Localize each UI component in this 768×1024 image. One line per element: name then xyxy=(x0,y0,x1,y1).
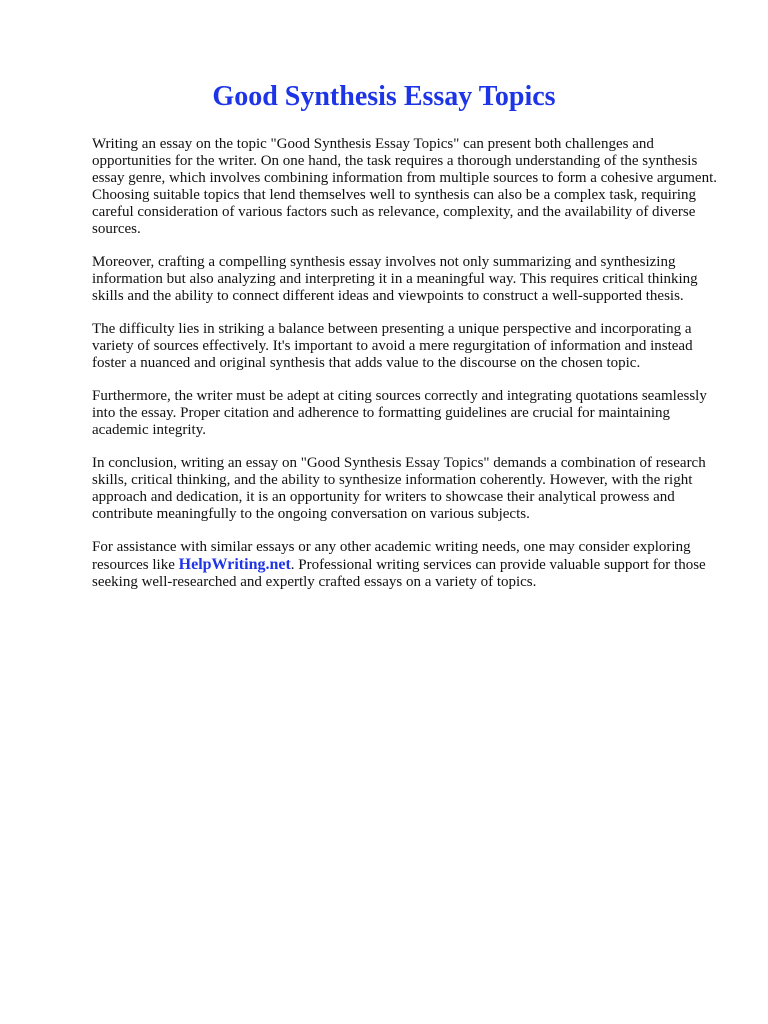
paragraph-3: The difficulty lies in striking a balance between presenting a unique perspective and incorporating a variety of sources effectively. It's important to avoid a mere regurgitation of information and instead foster a nuanced and original synthesis that adds value to the discourse on the chosen topic. xyxy=(92,321,693,371)
paragraph-4: Furthermore, the writer must be adept at citing sources correctly and integrating quotations seamlessly into the essay. Proper citation and adherence to formatting guidelines are crucial for maintaining academic integrity. xyxy=(92,388,707,438)
document-title: Good Synthesis Essay Topics xyxy=(212,81,556,112)
paragraph-2: Moreover, crafting a compelling synthesis essay involves not only summarizing and synthesizing information but also analyzing and interpreting it in a meaningful way. This requires critical thinking skills and the ability to connect different ideas and viewpoints to construct a well-supported thesis. xyxy=(92,254,698,304)
paragraph-6-text-before-link: For assistance with similar essays or any other academic writing needs, one may consider exploring resources like xyxy=(92,539,691,573)
paragraph-5: In conclusion, writing an essay on "Good Synthesis Essay Topics" demands a combination of research skills, critical thinking, and the ability to synthesize information coherently. However, with the right approach and dedication, it is an opportunity for writers to showcase their analytical prowess and contribute meaningfully to the ongoing conversation on various subjects. xyxy=(92,455,706,522)
paragraph-1: Writing an essay on the topic "Good Synthesis Essay Topics" can present both challenges and opportunities for the writer. On one hand, the task requires a thorough understanding of the synthesis essay genre, which involves combining information from multiple sources to form a cohesive argument. Choosing suitable topics that lend themselves well to synthesis can also be a complex task, requiring careful consideration of various factors such as relevance, complexity, and the availability of diverse sources. xyxy=(92,136,717,237)
paragraph-6-text-after-link: . Professional writing services can provide valuable support for those seeking well-researched and expertly crafted essays on a variety of topics. xyxy=(92,557,706,590)
helpwriting-link[interactable]: HelpWriting.net xyxy=(178,556,291,573)
paragraph-6 xyxy=(92,539,720,591)
